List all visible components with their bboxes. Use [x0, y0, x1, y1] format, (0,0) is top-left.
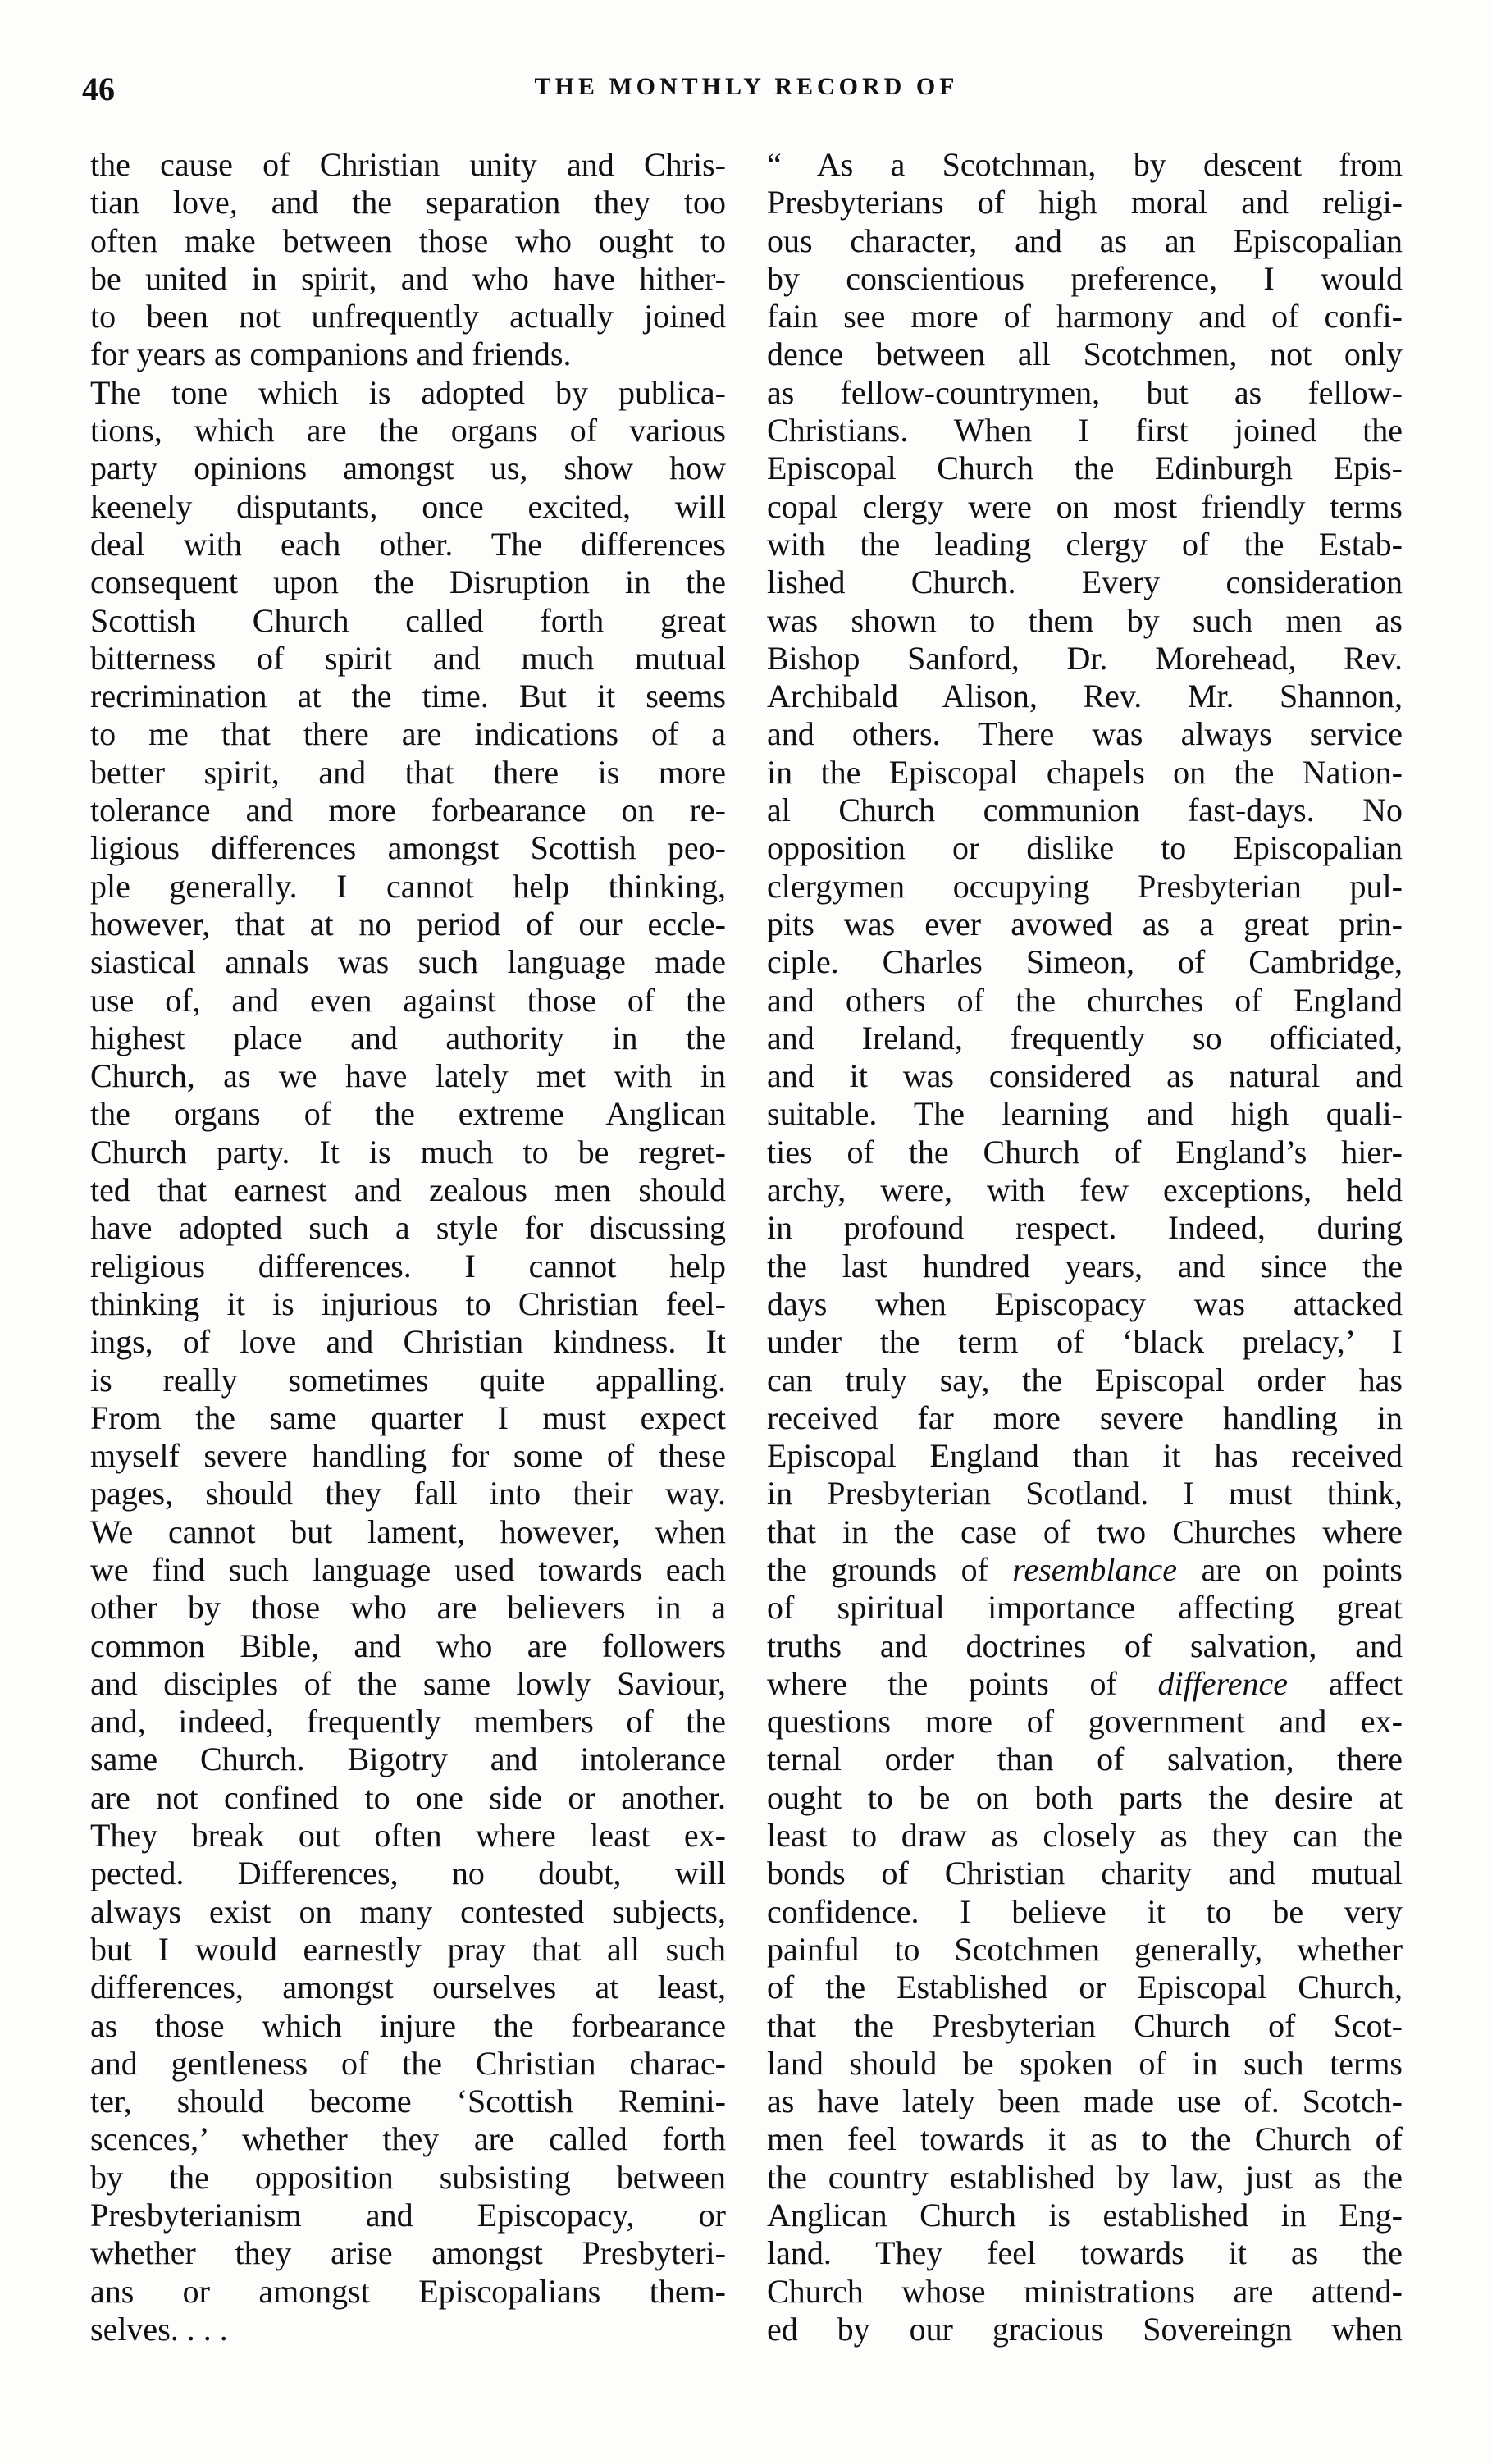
text-line: of the Established or Episcopal Church, [767, 1969, 1403, 2006]
text-line: archy, were, with few exceptions, held [767, 1171, 1403, 1209]
text-line: myself severe handling for some of these [90, 1437, 726, 1475]
text-line: land should be spoken of in such terms [767, 2044, 1403, 2082]
text-line: bonds of Christian charity and mutual [767, 1855, 1403, 1892]
text-line: where the points of difference affect [767, 1664, 1403, 1702]
text-line: keenely disputants, once excited, will [90, 487, 726, 525]
text-line: opposition or dislike to Episcopalian [767, 829, 1403, 867]
text-line: ings, of love and Christian kindness. It [90, 1323, 726, 1361]
text-line: ed by our gracious Sovereingn when [767, 2310, 1403, 2348]
text-line: ciple. Charles Simeon, of Cambridge, [767, 943, 1403, 981]
text-line: Bishop Sanford, Dr. Morehead, Rev. [767, 639, 1403, 677]
text-line: that in the case of two Churches where [767, 1513, 1403, 1550]
text-line: highest place and authority in the [90, 1019, 726, 1056]
text-line: whether they arise amongst Presbyteri- [90, 2234, 726, 2272]
text-line: copal clergy were on most friendly terms [767, 487, 1403, 525]
text-line: ted that earnest and zealous men should [90, 1171, 726, 1209]
text-line: pected. Differences, no doubt, will [90, 1855, 726, 1892]
text-line: the last hundred years, and since the [767, 1247, 1403, 1284]
text-line: “ As a Scotchman, by descent from [767, 146, 1403, 183]
text-line: that the Presbyterian Church of Scot- [767, 2006, 1403, 2044]
right-text-column [767, 146, 1403, 2348]
text-line: days when Episcopacy was attacked [767, 1284, 1403, 1322]
text-line: clergymen occupying Presbyterian pul- [767, 867, 1403, 905]
text-line: however, that at no period of our eccle- [90, 905, 726, 942]
text-line: ternal order than of salvation, there [767, 1741, 1403, 1778]
text-line: other by those who are believers in a [90, 1589, 726, 1627]
text-line: siastical annals was such language made [90, 943, 726, 981]
text-line: suitable. The learning and high quali- [767, 1095, 1403, 1133]
text-line: the country established by law, just as the [767, 2158, 1403, 2196]
text-line: have adopted such a style for discussing [90, 1209, 726, 1247]
text-line: Scottish Church called forth great [90, 601, 726, 639]
text-line: to been not unfrequently actually joined [90, 298, 726, 335]
text-line: ple generally. I cannot help thinking, [90, 867, 726, 905]
text-line: with the leading clergy of the Estab- [767, 525, 1403, 563]
text-line: be united in spirit, and who have hither- [90, 259, 726, 297]
text-line: ties of the Church of England’s hier- [767, 1133, 1403, 1170]
text-line: same Church. Bigotry and intolerance [90, 1741, 726, 1778]
text-line: under the term of ‘black prelacy,’ I [767, 1323, 1403, 1361]
text-line: and it was considered as natural and [767, 1057, 1403, 1095]
text-line: truths and doctrines of salvation, and [767, 1627, 1403, 1664]
text-line: often make between those who ought to [90, 221, 726, 259]
text-line: the grounds of resemblance are on points [767, 1550, 1403, 1588]
text-line: Presbyterians of high moral and religi- [767, 184, 1403, 221]
text-line: to me that there are indications of a [90, 715, 726, 753]
text-line: as fellow-countrymen, but as fellow- [767, 373, 1403, 411]
text-line: the cause of Christian unity and Chris- [90, 146, 726, 183]
text-line: can truly say, the Episcopal order has [767, 1361, 1403, 1399]
text-line: ans or amongst Episcopalians them- [90, 2272, 726, 2310]
text-line: ought to be on both parts the desire at [767, 1778, 1403, 1816]
text-line: Church party. It is much to be regret- [90, 1133, 726, 1170]
page-number: 46 [82, 71, 115, 107]
text-line: fain see more of harmony and of confi- [767, 298, 1403, 335]
text-line: tolerance and more forbearance on re- [90, 792, 726, 829]
text-line: and disciples of the same lowly Saviour, [90, 1664, 726, 1702]
text-line: common Bible, and who are followers [90, 1627, 726, 1664]
text-line: religious differences. I cannot help [90, 1247, 726, 1284]
text-line: differences, amongst ourselves at least, [90, 1969, 726, 2006]
text-line: in profound respect. Indeed, during [767, 1209, 1403, 1247]
text-line: pits was ever avowed as a great prin- [767, 905, 1403, 942]
text-line: Anglican Church is established in Eng- [767, 2197, 1403, 2234]
text-line: al Church communion fast-days. No [767, 792, 1403, 829]
text-line: of spiritual importance affecting great [767, 1589, 1403, 1627]
text-line: They break out often where least ex- [90, 1817, 726, 1855]
text-line: is really sometimes quite appalling. [90, 1361, 726, 1399]
text-line: was shown to them by such men as [767, 601, 1403, 639]
text-line: by the opposition subsisting between [90, 2158, 726, 2196]
text-line: The tone which is adopted by publica- [90, 373, 726, 411]
text-line: and gentleness of the Christian charac- [90, 2044, 726, 2082]
text-line: Church whose ministrations are attend- [767, 2272, 1403, 2310]
text-line: Episcopal Church the Edinburgh Epis- [767, 449, 1403, 487]
text-line: pages, should they fall into their way. [90, 1475, 726, 1513]
text-line: in Presbyterian Scotland. I must think, [767, 1475, 1403, 1513]
text-line: land. They feel towards it as the [767, 2234, 1403, 2272]
text-line: recrimination at the time. But it seems [90, 678, 726, 715]
text-line: as have lately been made use of. Scotch- [767, 2083, 1403, 2120]
text-line: and others. There was always service [767, 715, 1403, 753]
text-line: we find such language used towards each [90, 1550, 726, 1588]
text-line: better spirit, and that there is more [90, 753, 726, 791]
page-header [82, 70, 1411, 119]
text-line: deal with each other. The differences [90, 525, 726, 563]
text-line: for years as companions and friends. [90, 335, 572, 373]
text-line: the organs of the extreme Anglican [90, 1095, 726, 1133]
text-line: confidence. I believe it to be very [767, 1892, 1403, 1930]
text-line: tions, which are the organs of various [90, 412, 726, 449]
text-line: tian love, and the separation they too [90, 184, 726, 221]
left-text-column [90, 146, 726, 2348]
text-line: Presbyterianism and Episcopacy, or [90, 2197, 726, 2234]
text-line: party opinions amongst us, show how [90, 449, 726, 487]
text-line: and others of the churches of England [767, 981, 1403, 1019]
text-line: and Ireland, frequently so officiated, [767, 1019, 1403, 1056]
text-line: Episcopal England than it has received [767, 1437, 1403, 1475]
text-line: ligious differences amongst Scottish peo- [90, 829, 726, 867]
text-line: Archibald Alison, Rev. Mr. Shannon, [767, 678, 1403, 715]
text-line: as those which injure the forbearance [90, 2006, 726, 2044]
text-line: least to draw as closely as they can the [767, 1817, 1403, 1855]
text-line: lished Church. Every consideration [767, 564, 1403, 601]
text-line: use of, and even against those of the [90, 981, 726, 1019]
text-line: in the Episcopal chapels on the Nation- [767, 753, 1403, 791]
text-line: painful to Scotchmen generally, whether [767, 1930, 1403, 1968]
text-line: but I would earnestly pray that all such [90, 1930, 726, 1968]
text-line: Christians. When I first joined the [767, 412, 1403, 449]
text-line: Church, as we have lately met with in [90, 1057, 726, 1095]
text-line: are not confined to one side or another. [90, 1778, 726, 1816]
text-line: ous character, and as an Episcopalian [767, 221, 1403, 259]
text-line: dence between all Scotchmen, not only [767, 335, 1403, 373]
text-line: and, indeed, frequently members of the [90, 1703, 726, 1741]
text-line: ter, should become ‘Scottish Remini- [90, 2083, 726, 2120]
text-line: always exist on many contested subjects, [90, 1892, 726, 1930]
text-line: men feel towards it as to the Church of [767, 2120, 1403, 2158]
text-line: From the same quarter I must expect [90, 1399, 726, 1436]
text-line: by conscientious preference, I would [767, 259, 1403, 297]
text-line: bitterness of spirit and much mutual [90, 639, 726, 677]
text-line: We cannot but lament, however, when [90, 1513, 726, 1550]
text-line: received far more severe handling in [767, 1399, 1403, 1436]
text-line: thinking it is injurious to Christian feel- [90, 1284, 726, 1322]
running-title: THE MONTHLY RECORD OF [534, 73, 959, 100]
text-line: selves. . . . [90, 2310, 228, 2348]
text-line: scences,’ whether they are called forth [90, 2120, 726, 2158]
text-line: questions more of government and ex- [767, 1703, 1403, 1741]
text-line: consequent upon the Disruption in the [90, 564, 726, 601]
